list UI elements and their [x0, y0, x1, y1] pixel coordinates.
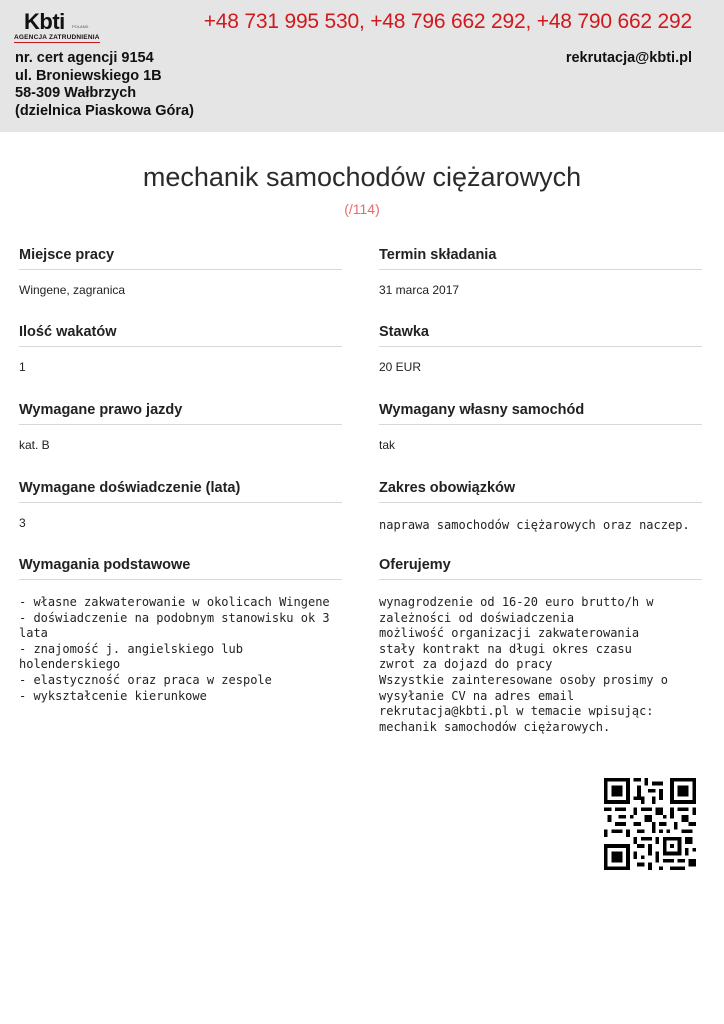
job-title: mechanik samochodów ciężarowych [142, 162, 582, 192]
requirements-list [19, 595, 342, 704]
agency-address [15, 50, 194, 120]
list-item: - doświadczenie na podobnym stanowisku ok 3 lata [19, 610, 337, 641]
phone-numbers[interactable]: +48 731 995 530, +48 796 662 292, +48 790 662 292 [203, 10, 692, 33]
logo-country: POLAND [72, 24, 89, 29]
field-value: 20 EUR [379, 360, 422, 374]
list-item: zwrot za dojazd do pracy [379, 657, 553, 672]
field-label: Wymagane prawo jazdy [19, 401, 342, 425]
field-value: tak [379, 438, 396, 452]
field-experience [19, 479, 342, 531]
field-label: Wymagany własny samochód [379, 401, 702, 425]
field-label: Miejsce pracy [19, 246, 342, 270]
list-item: - elastyczność oraz praca w zespole [19, 672, 272, 687]
list-item: stały kontrakt na długi okres czasu [379, 641, 632, 656]
list-item: Wszystkie zainteresowane osoby prosimy o wysyłanie CV na adres email rekrutacja@kbti.pl w temacie wpisując: mechanik samochodów ciężarowych. [379, 672, 676, 734]
address-line: 58-309 Wałbrzych [15, 85, 137, 101]
address-line: ul. Broniewskiego 1B [15, 67, 162, 84]
kbti-logo [14, 9, 100, 44]
field-label: Zakres obowiązków [379, 479, 702, 503]
field-deadline [379, 246, 702, 298]
field-requirements [19, 556, 342, 704]
field-label: Wymagania podstawowe [19, 556, 342, 580]
list-item: wynagrodzenie od 16-20 euro brutto/h w zależności od doświadczenia [379, 595, 661, 625]
field-label: Wymagane doświadczenie (lata) [19, 479, 342, 503]
field-license [19, 401, 342, 453]
list-item: możliwość organizacji zakwaterowania [379, 626, 640, 641]
contact-email[interactable]: rekrutacja@kbti.pl [565, 50, 692, 66]
field-rate [379, 323, 702, 375]
field-label: Oferujemy [379, 556, 702, 580]
field-vacancies [19, 323, 342, 375]
field-location [19, 246, 342, 298]
field-value: Wingene, zagranica [19, 283, 126, 297]
field-value: 1 [19, 360, 26, 374]
field-value: naprawa samochodów ciężarowych oraz naczep. [379, 518, 690, 532]
field-offer [379, 556, 702, 735]
field-own-car [379, 401, 702, 453]
page-header [0, 0, 724, 132]
list-item: - znajomość j. angielskiego lub holenderskiego [19, 641, 251, 672]
field-label: Stawka [379, 323, 702, 347]
field-value: 3 [19, 516, 26, 530]
field-label: Ilość wakatów [19, 323, 342, 347]
qr-code-icon[interactable] [604, 778, 696, 870]
field-value: 31 marca 2017 [379, 283, 460, 297]
field-duties [379, 479, 702, 534]
field-value: kat. B [19, 438, 50, 452]
address-line: nr. cert agencji 9154 [15, 50, 154, 66]
logo-brand: Kbti [24, 9, 65, 34]
job-reference: (/114) [344, 201, 380, 217]
offer-list [379, 595, 702, 735]
address-line: (dzielnica Piaskowa Góra) [15, 102, 194, 119]
logo-tagline: AGENCJA ZATRUDNIENIA [14, 34, 100, 41]
field-label: Termin składania [379, 246, 702, 270]
list-item: - wykształcenie kierunkowe [19, 688, 207, 703]
list-item: - własne zakwaterowanie w okolicach Wingene [19, 595, 330, 609]
